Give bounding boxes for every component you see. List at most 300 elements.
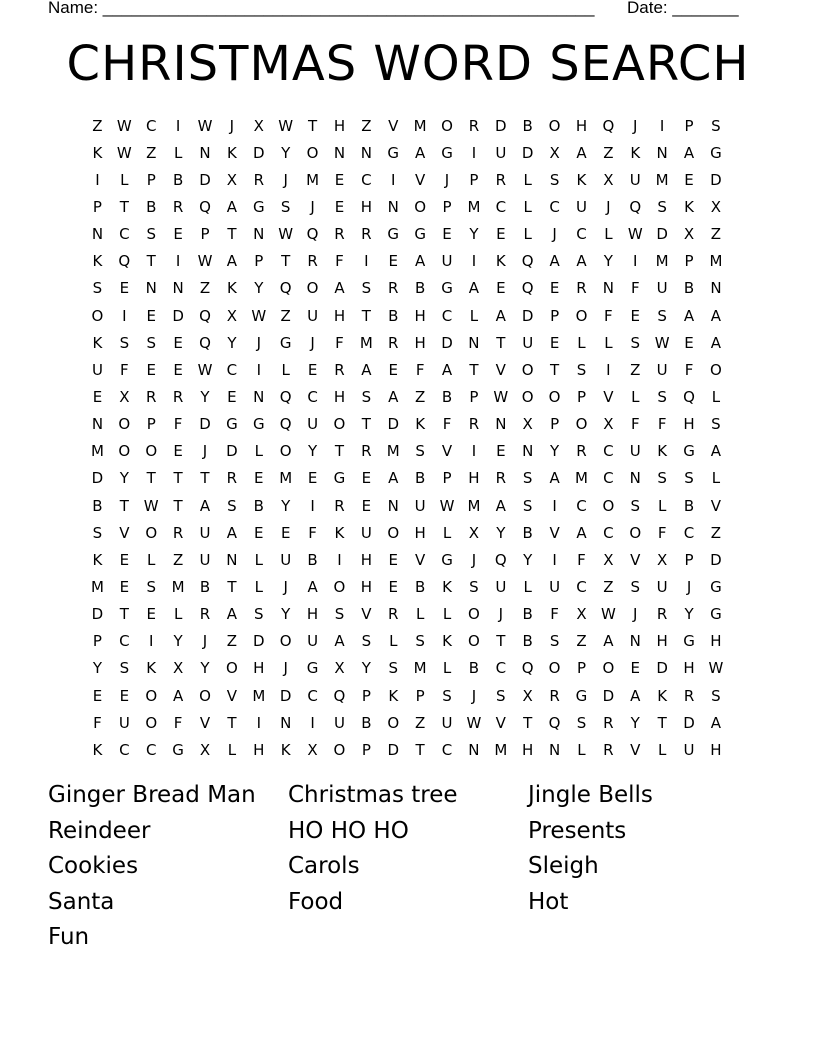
- grid-cell: Q: [602, 116, 615, 135]
- grid-cell: Z: [92, 116, 103, 135]
- grid-cell: P: [415, 686, 425, 705]
- grid-cell: N: [280, 713, 292, 732]
- grid-cell: E: [334, 170, 345, 189]
- grid-cell: D: [602, 686, 615, 705]
- grid-cell: O: [575, 306, 588, 325]
- grid-cell: L: [631, 387, 640, 406]
- grid-cell: K: [495, 252, 506, 271]
- grid-cell: G: [575, 686, 588, 705]
- grid-cell: Y: [550, 442, 560, 461]
- grid-cell: T: [523, 713, 533, 732]
- grid-cell: Z: [361, 116, 372, 135]
- grid-cell: W: [493, 387, 509, 406]
- grid-cell: K: [442, 632, 452, 651]
- grid-cell: H: [253, 740, 265, 759]
- grid-cell: W: [251, 306, 267, 325]
- grid-cell: N: [91, 225, 104, 244]
- grid-cell: D: [656, 225, 668, 244]
- grid-cell: E: [388, 577, 398, 596]
- grid-cell: P: [146, 170, 156, 189]
- grid-cell: C: [119, 632, 130, 651]
- grid-cell: Q: [683, 387, 695, 406]
- grid-cell: A: [415, 252, 426, 271]
- grid-cell: E: [146, 360, 156, 379]
- grid-cell: C: [603, 523, 614, 542]
- grid-cell: Y: [307, 442, 318, 461]
- grid-cell: P: [576, 659, 586, 678]
- grid-cell: B: [522, 116, 533, 135]
- grid-cell: D: [91, 605, 104, 624]
- grid-cell: Z: [603, 143, 614, 162]
- grid-cell: E: [684, 170, 694, 189]
- grid-cell: H: [306, 605, 319, 624]
- grid-cell: E: [173, 333, 183, 352]
- grid-cell: D: [387, 740, 400, 759]
- grid-cell: X: [657, 550, 668, 569]
- grid-cell: Q: [494, 550, 507, 569]
- grid-cell: P: [469, 170, 479, 189]
- grid-cell: O: [145, 713, 158, 732]
- grid-cell: C: [119, 225, 130, 244]
- grid-cell: N: [629, 469, 641, 488]
- grid-cell: W: [197, 116, 213, 135]
- grid-cell: V: [415, 550, 426, 569]
- grid-cell: A: [226, 605, 238, 624]
- grid-cell: U: [575, 197, 587, 216]
- grid-cell: S: [711, 415, 721, 434]
- grid-cell: U: [199, 523, 211, 542]
- grid-cell: A: [334, 632, 345, 651]
- grid-cell: D: [199, 415, 211, 434]
- grid-cell: V: [415, 170, 426, 189]
- grid-cell: N: [91, 415, 104, 434]
- grid-cell: F: [93, 713, 102, 732]
- word-list-item: Christmas tree: [288, 782, 458, 808]
- grid-cell: W: [654, 333, 670, 352]
- grid-cell: N: [602, 279, 614, 298]
- grid-cell: Y: [684, 605, 694, 624]
- grid-cell: T: [227, 577, 237, 596]
- grid-cell: Q: [279, 415, 292, 434]
- grid-cell: F: [577, 550, 586, 569]
- grid-cell: U: [441, 713, 453, 732]
- grid-cell: W: [143, 496, 159, 515]
- grid-cell: S: [146, 577, 156, 596]
- grid-cell: G: [279, 333, 292, 352]
- grid-cell: P: [361, 740, 371, 759]
- grid-cell: O: [118, 442, 131, 461]
- grid-cell: A: [710, 333, 722, 352]
- word-list-item: Carols: [288, 853, 360, 880]
- grid-cell: O: [333, 577, 346, 596]
- grid-cell: N: [387, 496, 399, 515]
- grid-cell: O: [414, 197, 427, 216]
- grid-cell: W: [116, 116, 132, 135]
- grid-cell: Q: [521, 659, 534, 678]
- grid-cell: R: [495, 469, 507, 488]
- grid-cell: M: [709, 252, 723, 271]
- page-title: CHRISTMAS WORD SEARCH: [66, 36, 750, 92]
- grid-cell: E: [630, 306, 640, 325]
- grid-cell: S: [415, 632, 425, 651]
- grid-cell: J: [471, 550, 477, 569]
- grid-cell: J: [256, 333, 261, 352]
- grid-cell: Q: [199, 197, 211, 216]
- grid-cell: G: [441, 143, 453, 162]
- grid-cell: C: [495, 197, 507, 216]
- grid-cell: K: [415, 415, 426, 434]
- grid-cell: P: [684, 116, 694, 135]
- grid-cell: M: [279, 469, 293, 488]
- grid-cell: A: [630, 686, 641, 705]
- grid-cell: L: [577, 333, 586, 352]
- grid-cell: S: [657, 306, 667, 325]
- grid-cell: R: [603, 713, 614, 732]
- grid-cell: R: [172, 523, 184, 542]
- grid-cell: A: [495, 306, 506, 325]
- grid-cell: X: [522, 686, 533, 705]
- grid-cell: S: [522, 469, 533, 488]
- grid-cell: J: [552, 225, 557, 244]
- grid-cell: A: [388, 469, 399, 488]
- grid-cell: S: [630, 496, 641, 515]
- grid-cell: G: [387, 225, 400, 244]
- grid-cell: F: [335, 333, 344, 352]
- grid-cell: L: [173, 143, 183, 162]
- grid-cell: X: [468, 523, 480, 542]
- grid-cell: Q: [521, 279, 534, 298]
- grid-cell: D: [253, 632, 265, 651]
- grid-cell: N: [548, 740, 561, 759]
- grid-cell: Y: [496, 523, 506, 542]
- grid-cell: U: [414, 496, 426, 515]
- grid-cell: E: [496, 279, 506, 298]
- grid-cell: S: [280, 197, 291, 216]
- grid-cell: X: [522, 415, 533, 434]
- grid-cell: S: [576, 360, 587, 379]
- grid-cell: O: [279, 632, 292, 651]
- grid-cell: X: [226, 170, 238, 189]
- grid-cell: U: [629, 170, 641, 189]
- grid-cell: B: [683, 496, 695, 515]
- grid-cell: U: [629, 442, 641, 461]
- grid-cell: X: [576, 605, 587, 624]
- grid-cell: K: [92, 550, 103, 569]
- grid-cell: I: [122, 306, 127, 325]
- grid-cell: V: [388, 116, 399, 135]
- grid-cell: M: [90, 442, 104, 461]
- grid-cell: E: [227, 387, 237, 406]
- grid-cell: I: [256, 360, 261, 379]
- grid-cell: A: [388, 387, 399, 406]
- grid-cell: S: [146, 333, 156, 352]
- grid-cell: P: [92, 197, 102, 216]
- grid-cell: B: [683, 279, 695, 298]
- grid-cell: H: [414, 333, 426, 352]
- grid-cell: M: [467, 197, 481, 216]
- grid-cell: R: [388, 333, 399, 352]
- grid-cell: K: [657, 442, 668, 461]
- grid-cell: C: [549, 197, 560, 216]
- grid-cell: O: [548, 387, 561, 406]
- grid-cell: S: [146, 225, 156, 244]
- grid-cell: L: [523, 197, 532, 216]
- grid-cell: S: [254, 605, 264, 624]
- grid-cell: O: [602, 659, 615, 678]
- grid-cell: Y: [630, 713, 640, 732]
- grid-cell: M: [413, 659, 427, 678]
- grid-cell: V: [603, 387, 614, 406]
- grid-cell: D: [441, 333, 453, 352]
- grid-cell: L: [604, 225, 613, 244]
- grid-cell: Y: [92, 659, 103, 678]
- grid-cell: X: [334, 659, 345, 678]
- grid-cell: N: [468, 740, 480, 759]
- grid-cell: X: [119, 387, 130, 406]
- grid-cell: T: [173, 469, 183, 488]
- grid-cell: H: [468, 469, 480, 488]
- grid-cell: D: [683, 713, 695, 732]
- grid-cell: S: [361, 632, 372, 651]
- grid-cell: O: [387, 523, 400, 542]
- grid-cell: A: [576, 523, 587, 542]
- grid-cell: P: [92, 632, 102, 651]
- grid-cell: B: [468, 659, 480, 678]
- grid-cell: O: [91, 306, 104, 325]
- grid-cell: F: [415, 360, 425, 379]
- grid-cell: Q: [548, 713, 561, 732]
- grid-cell: M: [655, 170, 669, 189]
- grid-cell: E: [119, 550, 130, 569]
- grid-cell: E: [334, 197, 345, 216]
- grid-cell: R: [656, 605, 668, 624]
- grid-cell: S: [415, 442, 425, 461]
- grid-cell: T: [281, 252, 291, 271]
- grid-cell: N: [522, 442, 534, 461]
- grid-cell: S: [119, 333, 130, 352]
- grid-cell: U: [199, 550, 211, 569]
- grid-cell: L: [147, 550, 156, 569]
- grid-cell: Z: [710, 225, 722, 244]
- grid-cell: C: [441, 306, 453, 325]
- grid-cell: C: [576, 496, 587, 515]
- grid-cell: L: [469, 306, 479, 325]
- grid-cell: O: [521, 360, 534, 379]
- grid-cell: H: [575, 116, 588, 135]
- grid-cell: H: [360, 577, 372, 596]
- grid-cell: M: [171, 577, 185, 596]
- grid-cell: O: [441, 116, 453, 135]
- grid-cell: P: [442, 469, 452, 488]
- grid-cell: S: [334, 605, 345, 624]
- grid-cell: S: [549, 170, 560, 189]
- grid-cell: U: [91, 360, 103, 379]
- grid-cell: Q: [199, 306, 211, 325]
- grid-cell: V: [119, 523, 130, 542]
- grid-cell: Z: [414, 713, 426, 732]
- grid-cell: L: [254, 442, 263, 461]
- grid-cell: M: [494, 740, 508, 759]
- grid-cell: C: [361, 170, 372, 189]
- grid-cell: R: [334, 360, 345, 379]
- grid-cell: D: [226, 442, 238, 461]
- word-list-item: Ginger Bread Man: [48, 782, 256, 808]
- grid-cell: Y: [254, 279, 264, 298]
- grid-cell: X: [683, 225, 695, 244]
- grid-cell: F: [604, 306, 613, 325]
- grid-cell: D: [710, 550, 722, 569]
- grid-cell: O: [602, 496, 615, 515]
- grid-cell: H: [414, 306, 426, 325]
- grid-cell: Z: [280, 306, 291, 325]
- grid-cell: K: [92, 740, 103, 759]
- grid-cell: S: [469, 577, 479, 596]
- grid-cell: Q: [199, 333, 211, 352]
- grid-cell: W: [197, 360, 213, 379]
- word-list-item: Food: [288, 888, 344, 915]
- grid-cell: R: [576, 442, 587, 461]
- grid-cell: U: [656, 360, 668, 379]
- grid-cell: X: [603, 170, 614, 189]
- grid-cell: V: [361, 605, 372, 624]
- grid-cell: L: [523, 170, 532, 189]
- grid-cell: Z: [226, 632, 238, 651]
- grid-cell: Y: [119, 469, 129, 488]
- grid-cell: X: [710, 197, 722, 216]
- grid-cell: J: [202, 442, 208, 461]
- grid-cell: N: [333, 143, 346, 162]
- grid-cell: Y: [469, 225, 479, 244]
- grid-cell: A: [710, 713, 722, 732]
- grid-cell: L: [173, 605, 183, 624]
- grid-cell: F: [308, 523, 317, 542]
- grid-cell: I: [337, 550, 342, 569]
- grid-cell: K: [442, 577, 452, 596]
- grid-cell: L: [281, 360, 290, 379]
- grid-cell: N: [710, 279, 722, 298]
- grid-cell: B: [199, 577, 211, 596]
- grid-cell: O: [468, 632, 480, 651]
- grid-cell: E: [173, 360, 183, 379]
- grid-cell: T: [200, 469, 210, 488]
- grid-cell: S: [522, 496, 533, 515]
- grid-cell: F: [335, 252, 344, 271]
- grid-cell: D: [253, 143, 265, 162]
- grid-cell: S: [549, 632, 560, 651]
- grid-cell: D: [91, 469, 104, 488]
- grid-cell: I: [364, 252, 369, 271]
- grid-cell: H: [333, 306, 346, 325]
- grid-cell: S: [227, 496, 237, 515]
- grid-cell: O: [629, 523, 642, 542]
- grid-cell: E: [119, 686, 130, 705]
- grid-cell: N: [360, 143, 372, 162]
- grid-cell: E: [307, 360, 318, 379]
- grid-cell: A: [468, 279, 480, 298]
- grid-cell: A: [710, 442, 722, 461]
- grid-cell: B: [361, 713, 372, 732]
- grid-cell: R: [146, 387, 157, 406]
- word-list: [48, 778, 768, 956]
- grid-cell: Y: [200, 387, 210, 406]
- grid-cell: H: [333, 387, 346, 406]
- grid-cell: G: [226, 415, 238, 434]
- grid-cell: H: [683, 659, 695, 678]
- grid-cell: J: [202, 632, 208, 651]
- grid-cell: L: [415, 605, 425, 624]
- grid-cell: H: [360, 197, 372, 216]
- grid-cell: S: [657, 469, 667, 488]
- grid-cell: T: [119, 197, 129, 216]
- grid-cell: I: [175, 116, 181, 135]
- grid-cell: G: [387, 143, 400, 162]
- grid-cell: W: [278, 225, 294, 244]
- grid-cell: B: [172, 170, 184, 189]
- grid-cell: V: [495, 360, 506, 379]
- grid-cell: U: [280, 550, 292, 569]
- grid-cell: T: [496, 632, 506, 651]
- grid-cell: K: [146, 659, 157, 678]
- grid-cell: C: [307, 686, 318, 705]
- grid-cell: C: [495, 659, 507, 678]
- grid-cell: D: [656, 659, 668, 678]
- grid-cell: L: [577, 740, 586, 759]
- grid-cell: L: [227, 740, 237, 759]
- grid-cell: A: [495, 496, 506, 515]
- grid-cell: L: [711, 469, 721, 488]
- grid-cell: M: [467, 496, 481, 515]
- grid-cell: I: [633, 252, 638, 271]
- grid-cell: E: [92, 686, 103, 705]
- grid-cell: I: [606, 360, 611, 379]
- grid-cell: E: [119, 279, 130, 298]
- grid-cell: U: [656, 577, 668, 596]
- grid-cell: F: [173, 415, 183, 434]
- grid-cell: A: [576, 252, 587, 271]
- grid-cell: U: [683, 740, 695, 759]
- grid-cell: O: [333, 415, 346, 434]
- grid-cell: U: [441, 252, 453, 271]
- grid-cell: A: [549, 252, 560, 271]
- grid-cell: T: [361, 415, 371, 434]
- grid-cell: K: [280, 740, 291, 759]
- grid-cell: R: [361, 442, 372, 461]
- grid-cell: K: [226, 143, 237, 162]
- grid-cell: L: [657, 740, 667, 759]
- grid-cell: K: [576, 170, 587, 189]
- grid-cell: T: [173, 496, 183, 515]
- grid-cell: P: [200, 225, 210, 244]
- grid-cell: R: [334, 225, 345, 244]
- grid-cell: T: [496, 333, 506, 352]
- grid-cell: R: [549, 686, 560, 705]
- grid-cell: C: [226, 360, 238, 379]
- grid-cell: X: [307, 740, 318, 759]
- grid-cell: K: [92, 333, 103, 352]
- grid-cell: S: [92, 279, 103, 298]
- grid-cell: S: [496, 686, 506, 705]
- grid-cell: W: [116, 143, 132, 162]
- grid-cell: E: [173, 442, 183, 461]
- grid-cell: C: [145, 116, 157, 135]
- grid-cell: Z: [576, 632, 587, 651]
- grid-cell: G: [441, 550, 453, 569]
- grid-cell: S: [684, 469, 694, 488]
- grid-cell: S: [630, 577, 641, 596]
- grid-cell: K: [684, 197, 694, 216]
- grid-cell: T: [334, 442, 345, 461]
- grid-cell: E: [388, 550, 398, 569]
